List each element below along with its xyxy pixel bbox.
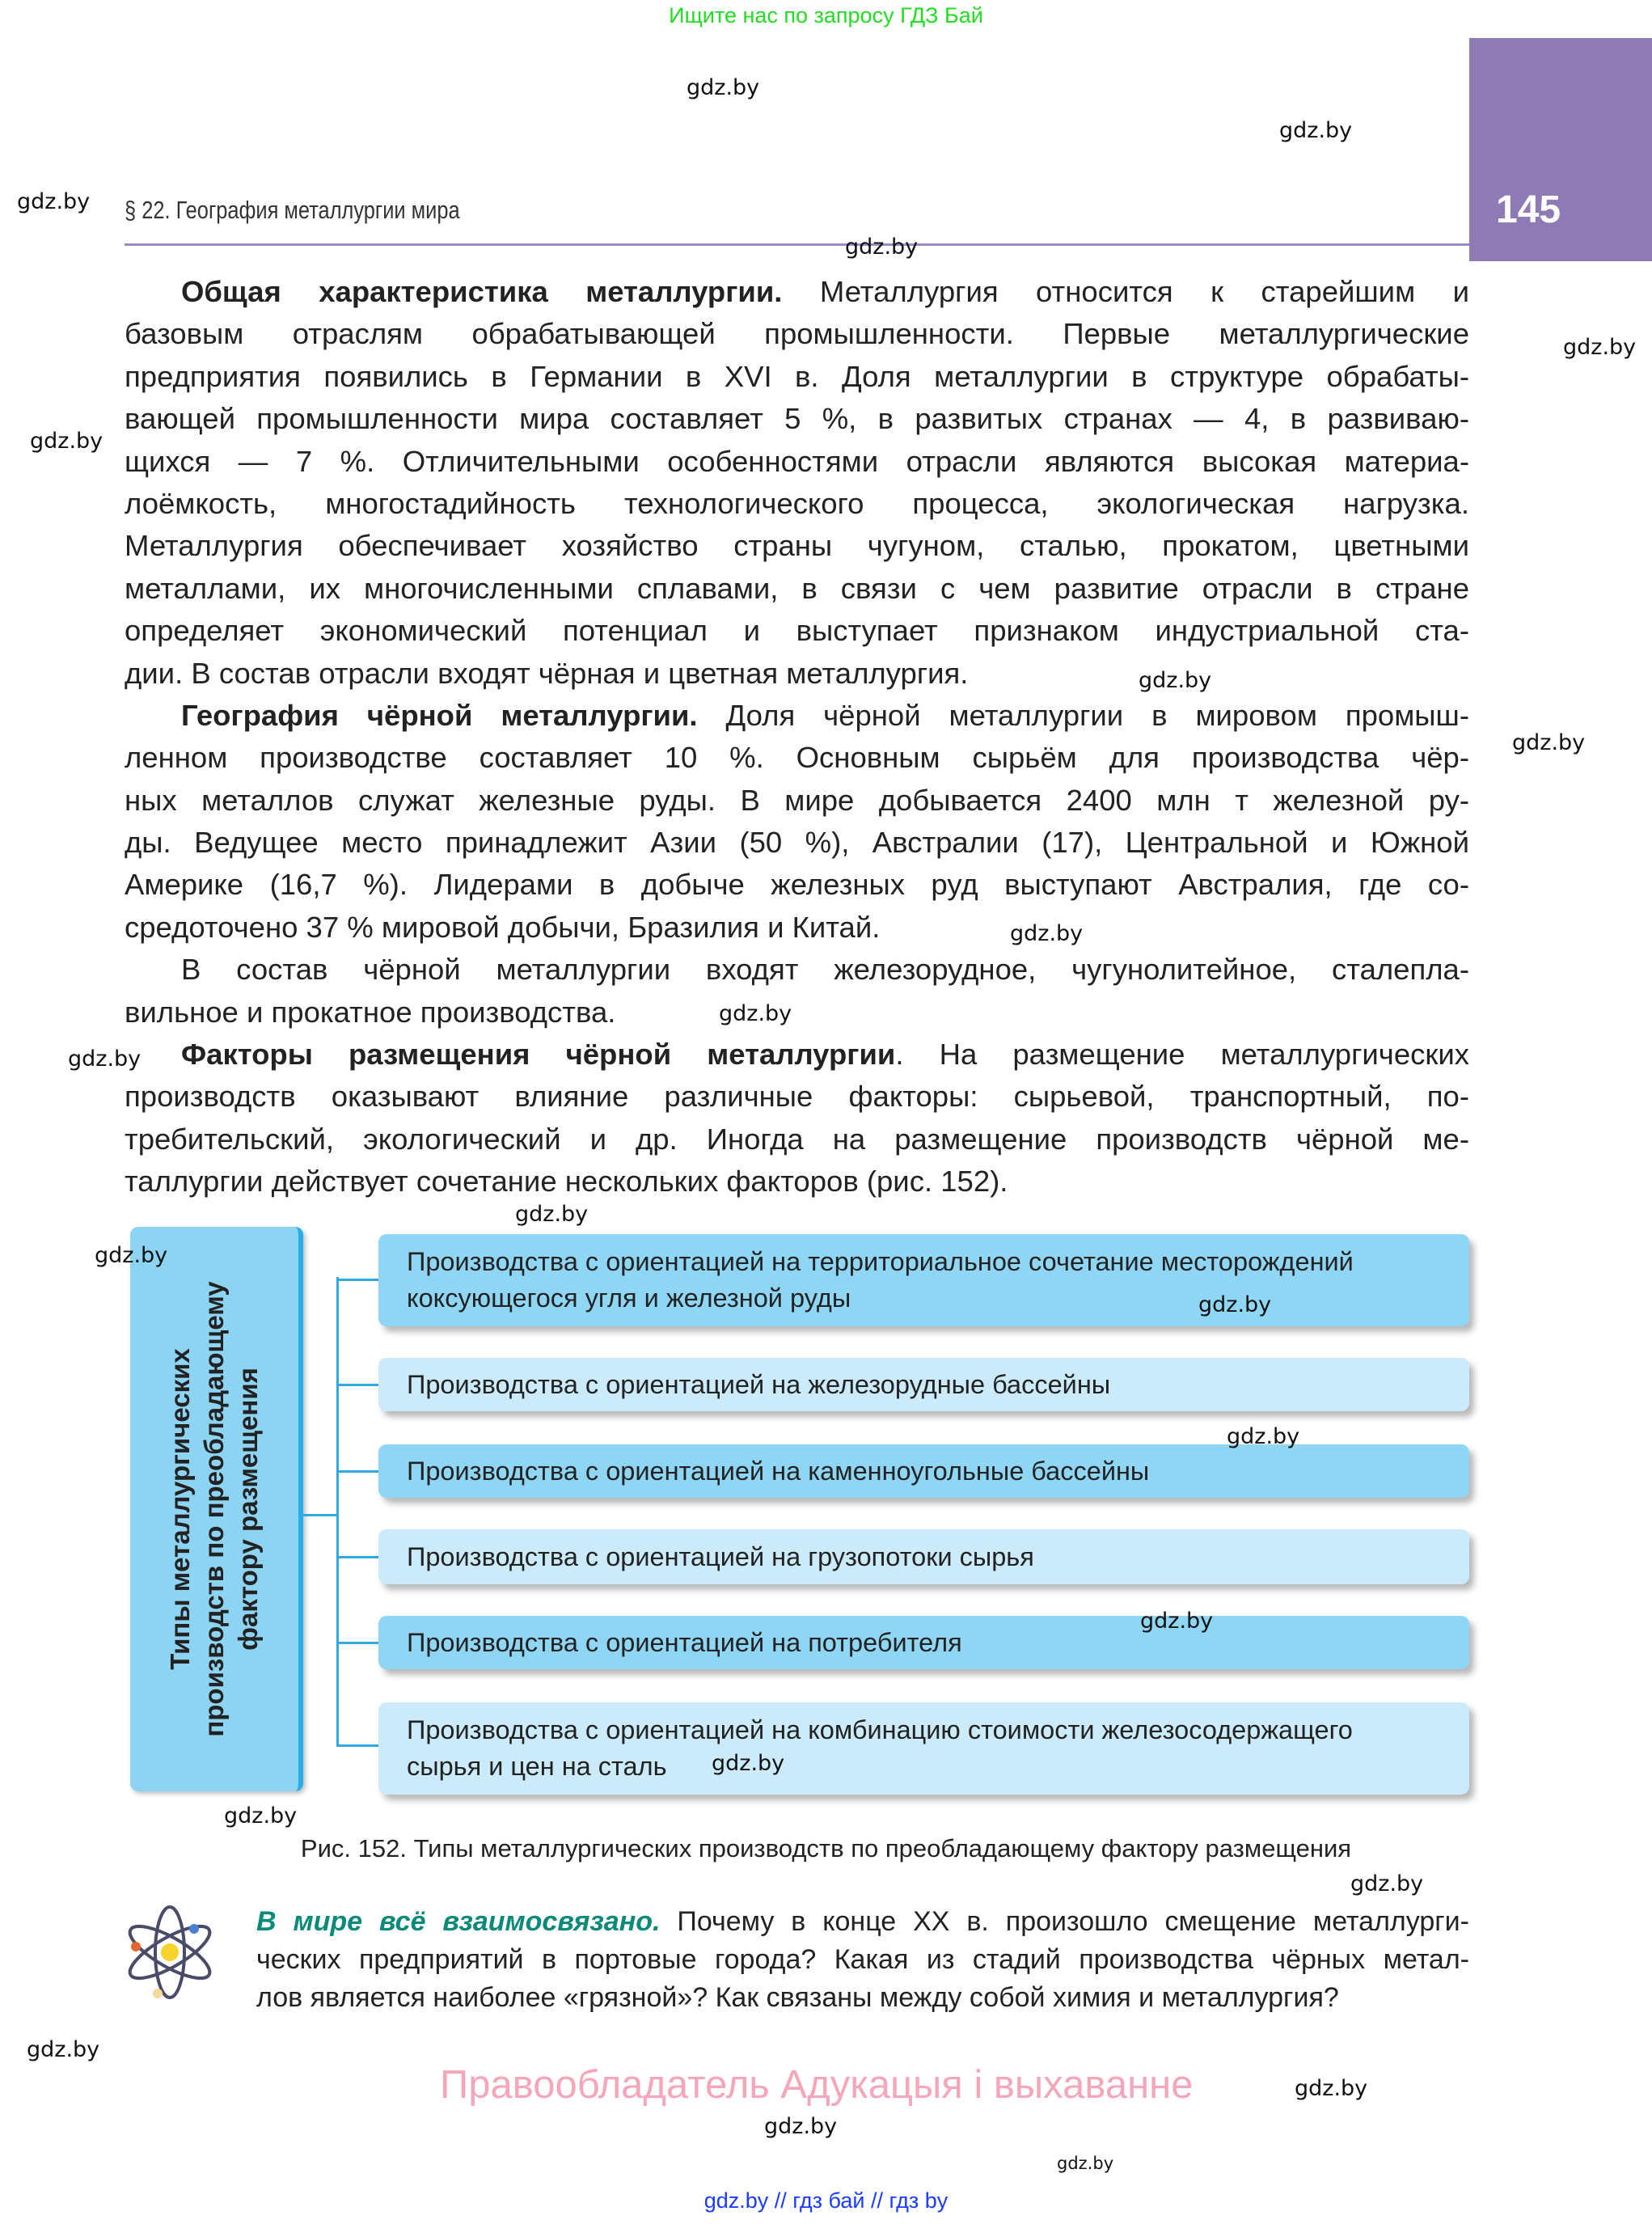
watermark: gdz.by bbox=[27, 2037, 100, 2062]
watermark: gdz.by bbox=[1010, 921, 1084, 946]
watermark: gdz.by bbox=[1057, 2154, 1114, 2173]
paragraph-line: ных металлов служат железные руды. В мире добывается 2400 млн т железной ру- bbox=[125, 783, 1469, 817]
question-line bbox=[256, 1903, 1469, 1941]
connector-branch bbox=[336, 1642, 378, 1644]
watermark: gdz.by bbox=[68, 1046, 142, 1072]
watermark: gdz.by bbox=[95, 1243, 168, 1268]
paragraph-line: средоточено 37 % мировой добычи, Бразилия и Китай. bbox=[125, 910, 881, 944]
diagram-item-freight: Производства с ориентацией на грузопотоки сырья bbox=[378, 1529, 1469, 1584]
diagram-root-label bbox=[163, 1242, 265, 1776]
connector-trunk bbox=[336, 1277, 339, 1746]
watermark: gdz.by bbox=[1227, 1424, 1300, 1449]
root-line: фактору размещения bbox=[233, 1368, 263, 1651]
paragraph-line: определяет экономический потенциал и выступает признаком индустриальной ста- bbox=[125, 614, 1469, 648]
copyright-watermark: Правообладатель Адукацыя і выхаванне bbox=[440, 2063, 1194, 2107]
watermark: gdz.by bbox=[1295, 2076, 1368, 2101]
diagram-item-coal-ore bbox=[378, 1234, 1469, 1326]
paragraph-line: таллургии действует сочетание нескольких факторов (рис. 152). bbox=[125, 1165, 1008, 1199]
diagram-item-cost-combo bbox=[378, 1702, 1469, 1795]
item-line: коксующегося угля и железной руды bbox=[407, 1283, 851, 1313]
root-line: производств по преобладающему bbox=[199, 1281, 229, 1737]
paragraph-line bbox=[125, 271, 1469, 313]
paragraph-line: металлами, их многочисленными сплавами, в связи с чем развитие отрасли в стране bbox=[125, 571, 1469, 605]
watermark: gdz.by bbox=[764, 2114, 838, 2139]
watermark: gdz.by bbox=[1279, 118, 1353, 143]
header-divider bbox=[125, 243, 1469, 246]
connector-branch bbox=[336, 1470, 378, 1473]
watermark: gdz.by bbox=[712, 1751, 785, 1776]
body-text bbox=[125, 271, 1469, 1203]
watermark: gdz.by bbox=[515, 1202, 589, 1227]
question-block bbox=[256, 1903, 1469, 2017]
paragraph-line: ды. Ведущее место принадлежит Азии (50 %), Австралии (17), Центральной и Южной bbox=[125, 826, 1469, 860]
paragraph-line bbox=[125, 1034, 1469, 1076]
question-line: ческих предприятий в портовые города? Какая из стадий производства чёрных метал- bbox=[256, 1944, 1469, 1975]
top-search-note: Ищите нас по запросу ГДЗ Бай bbox=[669, 3, 983, 27]
watermark: gdz.by bbox=[1140, 1609, 1214, 1634]
diagram-item-consumer: Производства с ориентацией на потребителя bbox=[378, 1616, 1469, 1669]
section-header: § 22. География металлургии мира bbox=[125, 196, 460, 224]
item-line: Производства с ориентацией на комбинацию стоимости железосодержащего bbox=[407, 1715, 1353, 1744]
heading-ferrous-geography: География чёрной металлургии. bbox=[181, 698, 698, 732]
diagram-root-box bbox=[130, 1227, 303, 1791]
bottom-links[interactable]: gdz.by // гдз бай // гдз by bbox=[703, 2188, 949, 2213]
watermark: gdz.by bbox=[17, 189, 91, 214]
item-line: Производства с ориентацией на территориальное сочетание месторождений bbox=[407, 1247, 1354, 1276]
watermark: gdz.by bbox=[845, 235, 919, 260]
connector-root bbox=[303, 1514, 338, 1516]
connector-branch bbox=[336, 1279, 378, 1281]
watermark: gdz.by bbox=[1563, 335, 1637, 360]
text: Почему в конце XX в. произошло смещение металлурги- bbox=[660, 1906, 1469, 1937]
watermark: gdz.by bbox=[719, 1001, 792, 1026]
paragraph-line: требительский, экологический и др. Иногда на размещение производств чёрной ме- bbox=[125, 1122, 1469, 1156]
watermark: gdz.by bbox=[1350, 1871, 1424, 1896]
heading-placement-factors: Факторы размещения чёрной металлургии bbox=[181, 1038, 896, 1072]
question-title: В мире всё взаимосвязано. bbox=[256, 1906, 661, 1937]
text: Металлургия относится к старейшим и bbox=[782, 275, 1469, 308]
question-line: лов является наиболее «грязной»? Как связаны между собой химия и металлургия? bbox=[256, 1982, 1339, 2013]
connector-branch bbox=[336, 1744, 378, 1747]
watermark: gdz.by bbox=[224, 1803, 298, 1829]
heading-general: Общая характеристика металлургии. bbox=[181, 275, 783, 308]
paragraph-line: щихся — 7 %. Отличительными особенностями отрасли являются высокая материа- bbox=[125, 444, 1469, 478]
connector-branch bbox=[336, 1556, 378, 1558]
watermark: gdz.by bbox=[1139, 668, 1212, 693]
connector-branch bbox=[336, 1384, 378, 1386]
figure-caption: Рис. 152. Типы металлургических производств по преобладающему фактору размещения bbox=[300, 1834, 1352, 1862]
diagram-item-coal: Производства с ориентацией на каменноугольные бассейны bbox=[378, 1444, 1469, 1498]
watermark: gdz.by bbox=[1512, 730, 1586, 755]
watermark: gdz.by bbox=[30, 429, 104, 454]
paragraph-line: лоёмкость, многостадийность технологического процесса, экологическая нагрузка. bbox=[125, 486, 1469, 520]
diagram-item-iron-ore: Производства с ориентацией на железорудные бассейны bbox=[378, 1358, 1469, 1411]
watermark: gdz.by bbox=[687, 75, 760, 100]
paragraph-line: В состав чёрной металлургии входят железорудное, чугунолитейное, сталепла- bbox=[181, 953, 1469, 987]
root-line: Типы металлургических bbox=[165, 1348, 195, 1670]
paragraph-line: вильное и прокатное производства. bbox=[125, 995, 616, 1029]
paragraph-line: базовым отраслям обрабатывающей промышленности. Первые металлургические bbox=[125, 317, 1469, 351]
paragraph-line: вающей промышленности мира составляет 5 %, в развитых странах — 4, в развиваю- bbox=[125, 402, 1469, 436]
watermark: gdz.by bbox=[1198, 1292, 1272, 1317]
paragraph-line: производств оказывают влияние различные факторы: сырьевой, транспортный, по- bbox=[125, 1080, 1469, 1114]
paragraph-line: дии. В состав отрасли входят чёрная и цветная металлургия. bbox=[125, 656, 969, 690]
text: . На размещение металлургических bbox=[895, 1038, 1469, 1072]
paragraph-line: ленном производстве составляет 10 %. Основным сырьём для производства чёр- bbox=[125, 741, 1469, 775]
paragraph-line: Металлургия обеспечивает хозяйство страны чугуном, сталью, прокатом, цветными bbox=[125, 529, 1469, 563]
paragraph-line bbox=[125, 695, 1469, 737]
text: Доля чёрной металлургии в мировом промыш- bbox=[697, 698, 1469, 732]
paragraph-line: Америке (16,7 %). Лидерами в добыче железных руд выступают Австралия, где со- bbox=[125, 868, 1469, 902]
paragraph-line: предприятия появились в Германии в XVI в. Доля металлургии в структуре обрабаты- bbox=[125, 359, 1469, 393]
atom-icon bbox=[121, 1902, 218, 2003]
item-line: сырья и цен на сталь bbox=[407, 1752, 667, 1781]
page-number: 145 bbox=[1496, 188, 1561, 231]
